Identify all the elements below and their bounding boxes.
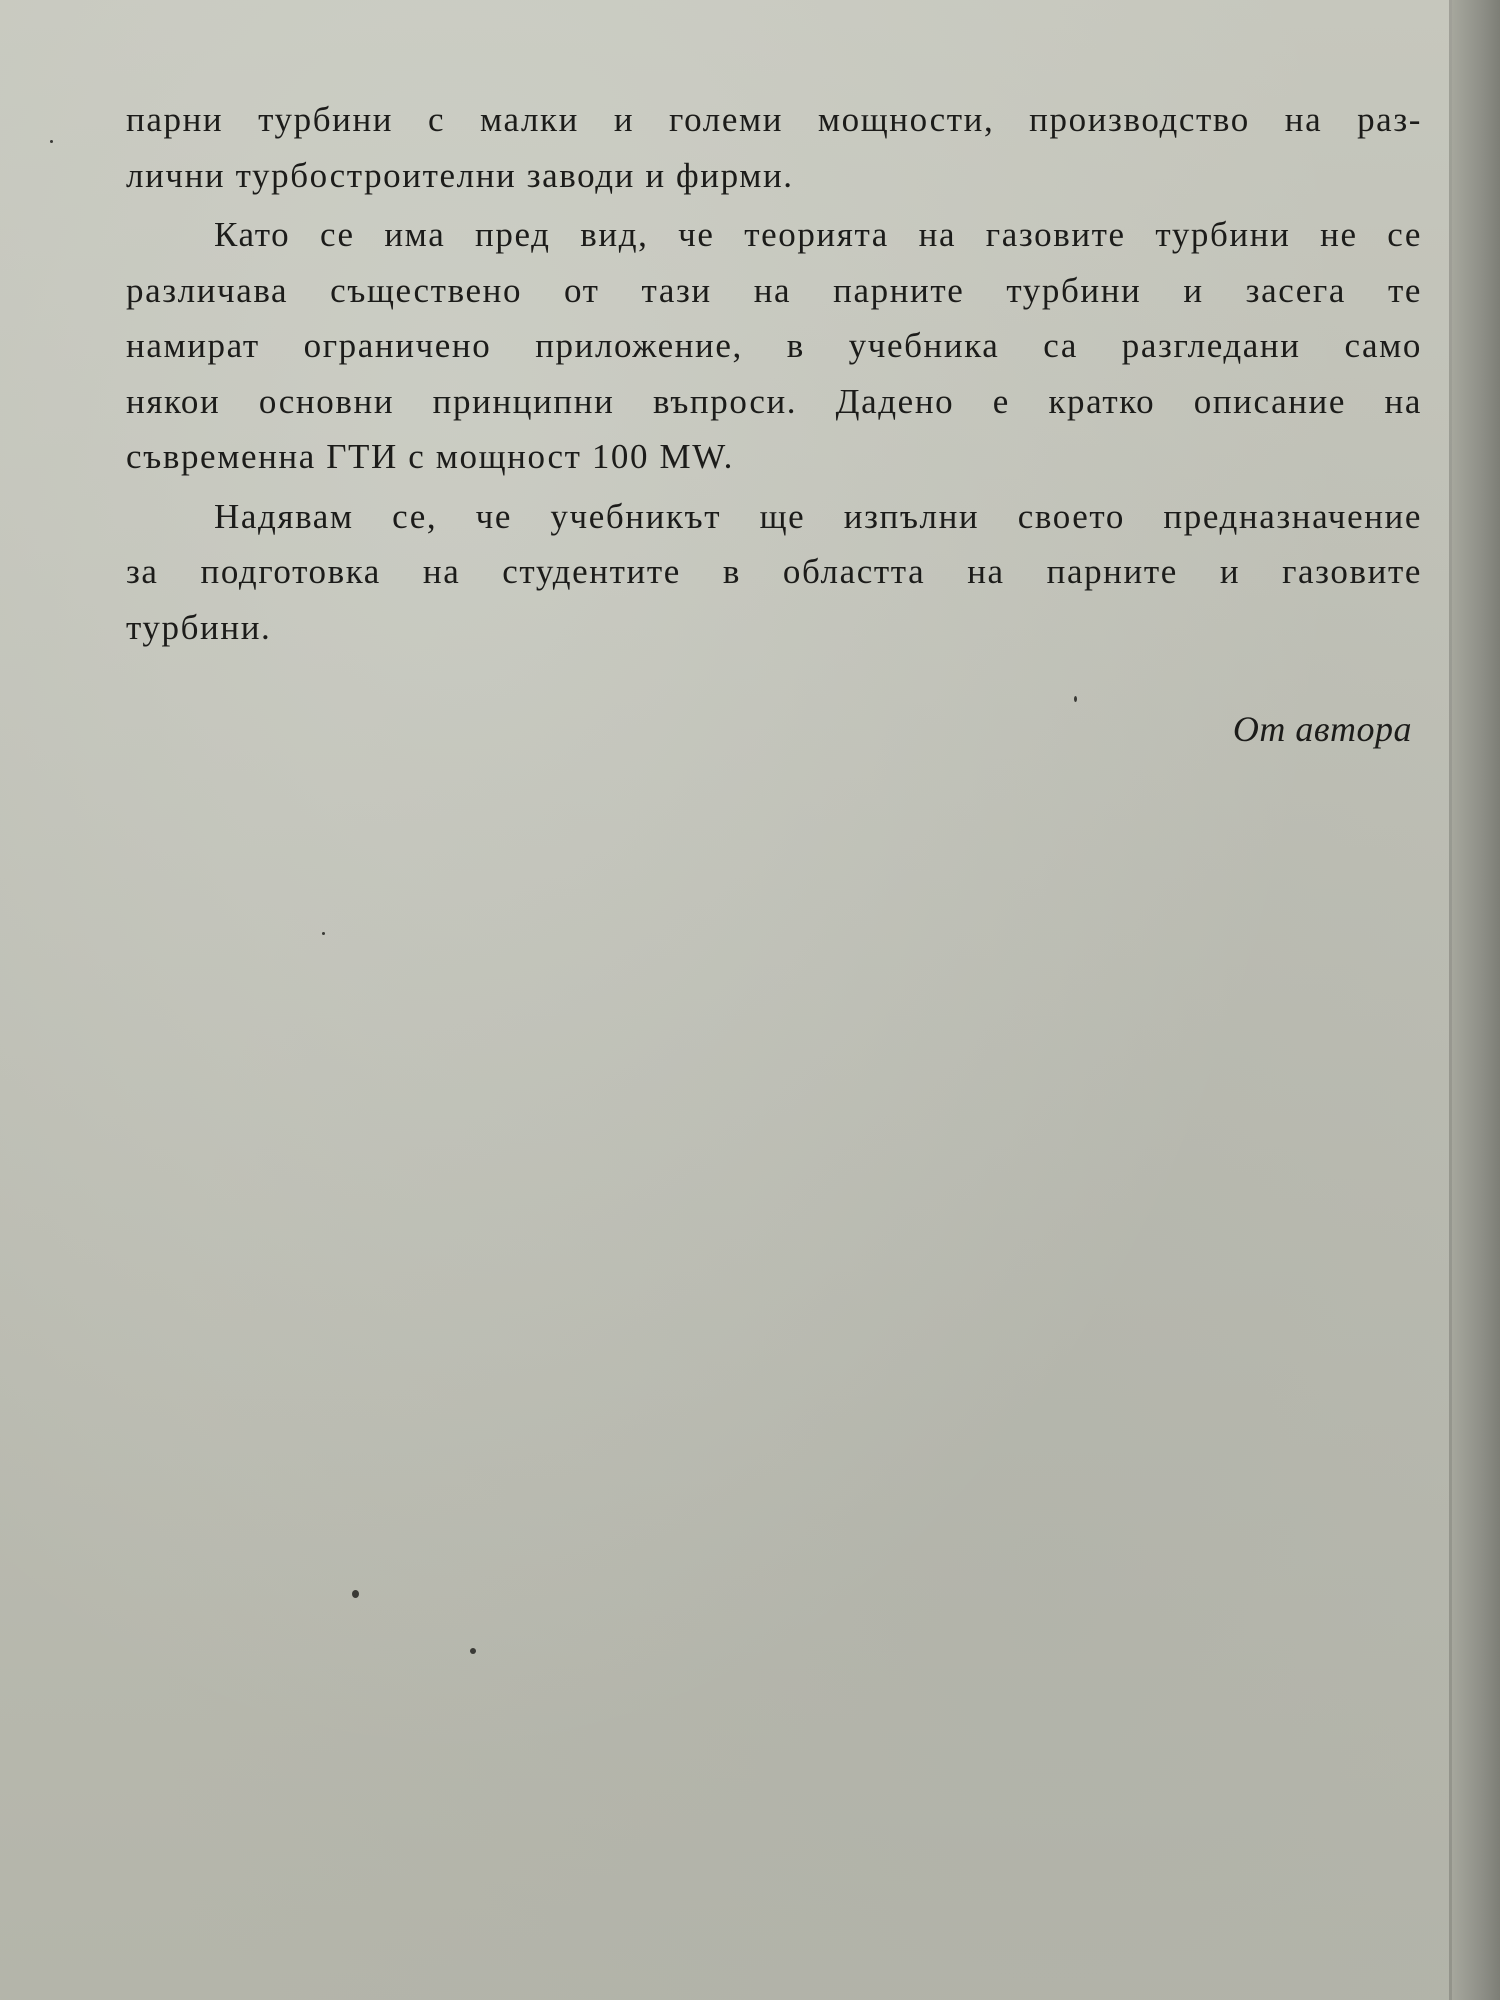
text-line: Надявам се, че учебникът ще изпълни своето предназначение bbox=[214, 496, 1422, 536]
text-line: лични турбостроителни заводи и фирми. bbox=[126, 155, 794, 195]
text-line: съвременна ГТИ с мощност 100 MW. bbox=[126, 437, 734, 476]
text-line: Като се има пред вид, че теорията на газовите турбини не се bbox=[214, 215, 1422, 254]
paper-speck bbox=[50, 140, 53, 143]
paper-speck bbox=[352, 1590, 359, 1598]
text-line: намират ограничено приложение, в учебника са разгледани само bbox=[126, 326, 1422, 365]
text-line: турбини. bbox=[126, 607, 272, 647]
preface-text bbox=[126, 92, 1422, 655]
text-line: някои основни принципни въпроси. Дадено е кратко описание на bbox=[126, 381, 1422, 421]
text-line: парни турбини с малки и големи мощности, производство на раз- bbox=[126, 100, 1422, 139]
page-edge bbox=[1452, 0, 1500, 2000]
paper-speck bbox=[1074, 696, 1077, 702]
paper-speck bbox=[322, 932, 325, 935]
text-line: за подготовка на студентите в областта на парните и газовите bbox=[126, 552, 1422, 591]
author-signature: От автора bbox=[1232, 709, 1412, 749]
text-line: различава съществено от тази на парните турбини и засега те bbox=[126, 270, 1422, 310]
paper-speck bbox=[470, 1648, 476, 1654]
